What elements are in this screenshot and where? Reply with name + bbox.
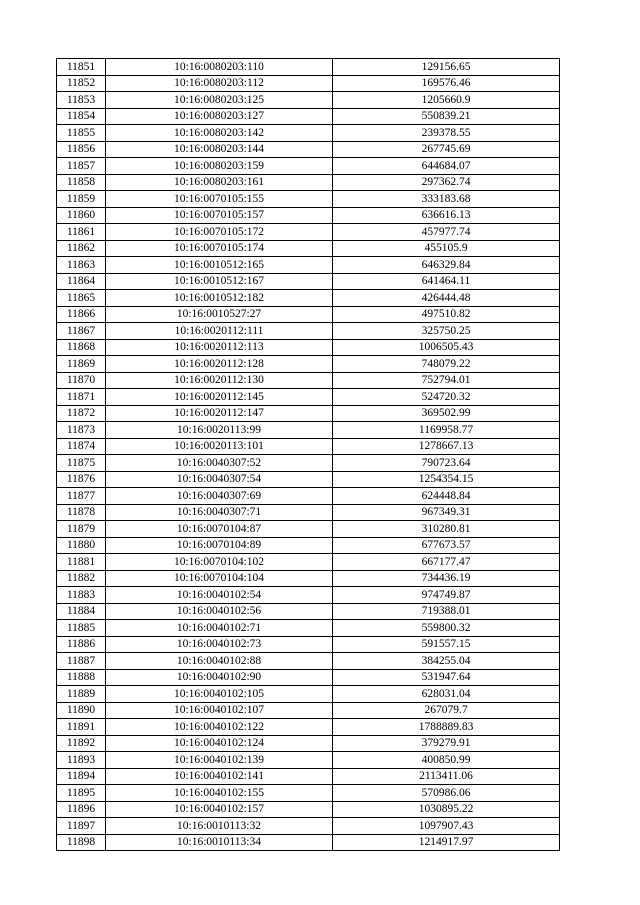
row-number-cell: 11895 (57, 785, 106, 802)
table-row (57, 240, 560, 257)
value-cell: 297362.74 (333, 174, 560, 191)
value-cell: 628031.04 (333, 686, 560, 703)
value-cell: 790723.64 (333, 455, 560, 472)
value-cell: 384255.04 (333, 653, 560, 670)
cadastral-number-cell: 10:16:0040102:56 (106, 603, 333, 620)
row-number-cell: 11879 (57, 521, 106, 538)
value-cell: 1254354.15 (333, 471, 560, 488)
row-number-cell: 11884 (57, 603, 106, 620)
cadastral-number-cell: 10:16:0080203:125 (106, 92, 333, 109)
row-number-cell: 11855 (57, 125, 106, 142)
table-row (57, 174, 560, 191)
table-row (57, 405, 560, 422)
row-number-cell: 11859 (57, 191, 106, 208)
table-row (57, 488, 560, 505)
row-number-cell: 11888 (57, 669, 106, 686)
row-number-cell: 11857 (57, 158, 106, 175)
row-number-cell: 11858 (57, 174, 106, 191)
table-row (57, 290, 560, 307)
table-row (57, 834, 560, 851)
value-cell: 644684.07 (333, 158, 560, 175)
table-row (57, 537, 560, 554)
row-number-cell: 11889 (57, 686, 106, 703)
value-cell: 591557.15 (333, 636, 560, 653)
value-cell: 1278667.13 (333, 438, 560, 455)
row-number-cell: 11871 (57, 389, 106, 406)
cadastral-number-cell: 10:16:0080203:159 (106, 158, 333, 175)
cadastral-number-cell: 10:16:0020112:111 (106, 323, 333, 340)
table-row (57, 620, 560, 637)
row-number-cell: 11893 (57, 752, 106, 769)
cadastral-number-cell: 10:16:0070104:89 (106, 537, 333, 554)
cadastral-number-cell: 10:16:0020112:128 (106, 356, 333, 373)
value-cell: 719388.01 (333, 603, 560, 620)
cadastral-number-cell: 10:16:0080203:112 (106, 75, 333, 92)
table-body (57, 59, 560, 851)
table-row (57, 570, 560, 587)
cadastral-number-cell: 10:16:0040102:88 (106, 653, 333, 670)
cadastral-number-cell: 10:16:0070104:104 (106, 570, 333, 587)
row-number-cell: 11853 (57, 92, 106, 109)
row-number-cell: 11886 (57, 636, 106, 653)
table-row (57, 356, 560, 373)
cadastral-number-cell: 10:16:0020112:147 (106, 405, 333, 422)
value-cell: 267079.7 (333, 702, 560, 719)
cadastral-number-cell: 10:16:0070105:155 (106, 191, 333, 208)
value-cell: 1205660.9 (333, 92, 560, 109)
table-row (57, 108, 560, 125)
value-cell: 169576.46 (333, 75, 560, 92)
table-row (57, 554, 560, 571)
table-row (57, 455, 560, 472)
value-cell: 624448.84 (333, 488, 560, 505)
table-row (57, 587, 560, 604)
value-cell: 267745.69 (333, 141, 560, 158)
row-number-cell: 11877 (57, 488, 106, 505)
cadastral-number-cell: 10:16:0040102:122 (106, 719, 333, 736)
cadastral-number-cell: 10:16:0070105:157 (106, 207, 333, 224)
value-cell: 310280.81 (333, 521, 560, 538)
table-row (57, 75, 560, 92)
value-cell: 752794.01 (333, 372, 560, 389)
table-row (57, 752, 560, 769)
value-cell: 1030895.22 (333, 801, 560, 818)
row-number-cell: 11864 (57, 273, 106, 290)
cadastral-number-cell: 10:16:0040307:54 (106, 471, 333, 488)
row-number-cell: 11876 (57, 471, 106, 488)
value-cell: 1788889.83 (333, 719, 560, 736)
value-cell: 2113411.06 (333, 768, 560, 785)
cadastral-number-cell: 10:16:0040102:90 (106, 669, 333, 686)
table-row (57, 125, 560, 142)
value-cell: 531947.64 (333, 669, 560, 686)
value-cell: 129156.65 (333, 59, 560, 76)
row-number-cell: 11890 (57, 702, 106, 719)
value-cell: 667177.47 (333, 554, 560, 571)
value-cell: 748079.22 (333, 356, 560, 373)
table-row (57, 801, 560, 818)
table-row (57, 438, 560, 455)
cadastral-number-cell: 10:16:0040102:157 (106, 801, 333, 818)
row-number-cell: 11865 (57, 290, 106, 307)
cadastral-number-cell: 10:16:0070105:174 (106, 240, 333, 257)
table-row (57, 141, 560, 158)
row-number-cell: 11875 (57, 455, 106, 472)
cadastral-number-cell: 10:16:0080203:110 (106, 59, 333, 76)
table-row (57, 323, 560, 340)
row-number-cell: 11861 (57, 224, 106, 241)
cadastral-number-cell: 10:16:0080203:142 (106, 125, 333, 142)
value-cell: 325750.25 (333, 323, 560, 340)
value-cell: 426444.48 (333, 290, 560, 307)
value-cell: 369502.99 (333, 405, 560, 422)
row-number-cell: 11880 (57, 537, 106, 554)
cadastral-number-cell: 10:16:0020112:130 (106, 372, 333, 389)
cadastral-number-cell: 10:16:0010512:167 (106, 273, 333, 290)
row-number-cell: 11863 (57, 257, 106, 274)
value-cell: 550839.21 (333, 108, 560, 125)
value-cell: 1169958.77 (333, 422, 560, 439)
cadastral-number-cell: 10:16:0040102:124 (106, 735, 333, 752)
row-number-cell: 11885 (57, 620, 106, 637)
table-row (57, 785, 560, 802)
cadastral-number-cell: 10:16:0040102:139 (106, 752, 333, 769)
value-cell: 457977.74 (333, 224, 560, 241)
cadastral-number-cell: 10:16:0010527:27 (106, 306, 333, 323)
row-number-cell: 11883 (57, 587, 106, 604)
row-number-cell: 11872 (57, 405, 106, 422)
value-cell: 974749.87 (333, 587, 560, 604)
table-row (57, 422, 560, 439)
table-row (57, 686, 560, 703)
table-row (57, 603, 560, 620)
table-row (57, 818, 560, 835)
cadastral-value-table (56, 58, 560, 851)
table-row (57, 504, 560, 521)
cadastral-number-cell: 10:16:0010512:165 (106, 257, 333, 274)
cadastral-number-cell: 10:16:0040307:52 (106, 455, 333, 472)
table-row (57, 521, 560, 538)
value-cell: 455105.9 (333, 240, 560, 257)
cadastral-number-cell: 10:16:0040102:155 (106, 785, 333, 802)
table-row (57, 471, 560, 488)
table-row (57, 372, 560, 389)
table-row (57, 257, 560, 274)
row-number-cell: 11869 (57, 356, 106, 373)
row-number-cell: 11894 (57, 768, 106, 785)
cadastral-number-cell: 10:16:0080203:144 (106, 141, 333, 158)
row-number-cell: 11898 (57, 834, 106, 851)
row-number-cell: 11891 (57, 719, 106, 736)
cadastral-number-cell: 10:16:0080203:127 (106, 108, 333, 125)
cadastral-number-cell: 10:16:0070104:102 (106, 554, 333, 571)
cadastral-number-cell: 10:16:0020112:145 (106, 389, 333, 406)
table-row (57, 92, 560, 109)
value-cell: 646329.84 (333, 257, 560, 274)
table-row (57, 59, 560, 76)
row-number-cell: 11874 (57, 438, 106, 455)
row-number-cell: 11882 (57, 570, 106, 587)
cadastral-number-cell: 10:16:0040102:105 (106, 686, 333, 703)
table-row (57, 273, 560, 290)
table-row (57, 191, 560, 208)
row-number-cell: 11854 (57, 108, 106, 125)
cadastral-number-cell: 10:16:0040102:73 (106, 636, 333, 653)
table-row (57, 636, 560, 653)
value-cell: 641464.11 (333, 273, 560, 290)
table-row (57, 339, 560, 356)
value-cell: 1006505.43 (333, 339, 560, 356)
row-number-cell: 11856 (57, 141, 106, 158)
cadastral-number-cell: 10:16:0040102:141 (106, 768, 333, 785)
table-row (57, 719, 560, 736)
table-row (57, 207, 560, 224)
value-cell: 1097907.43 (333, 818, 560, 835)
row-number-cell: 11867 (57, 323, 106, 340)
row-number-cell: 11896 (57, 801, 106, 818)
cadastral-number-cell: 10:16:0010512:182 (106, 290, 333, 307)
value-cell: 379279.91 (333, 735, 560, 752)
table-row (57, 702, 560, 719)
row-number-cell: 11878 (57, 504, 106, 521)
cadastral-number-cell: 10:16:0070104:87 (106, 521, 333, 538)
table-row (57, 669, 560, 686)
value-cell: 524720.32 (333, 389, 560, 406)
table-row (57, 306, 560, 323)
cadastral-number-cell: 10:16:0020113:101 (106, 438, 333, 455)
cadastral-number-cell: 10:16:0040307:69 (106, 488, 333, 505)
cadastral-number-cell: 10:16:0080203:161 (106, 174, 333, 191)
value-cell: 570986.06 (333, 785, 560, 802)
value-cell: 734436.19 (333, 570, 560, 587)
cadastral-number-cell: 10:16:0040307:71 (106, 504, 333, 521)
row-number-cell: 11866 (57, 306, 106, 323)
table-row (57, 768, 560, 785)
row-number-cell: 11881 (57, 554, 106, 571)
cadastral-number-cell: 10:16:0040102:71 (106, 620, 333, 637)
value-cell: 400850.99 (333, 752, 560, 769)
row-number-cell: 11851 (57, 59, 106, 76)
cadastral-number-cell: 10:16:0010113:32 (106, 818, 333, 835)
value-cell: 1214917.97 (333, 834, 560, 851)
value-cell: 239378.55 (333, 125, 560, 142)
value-cell: 559800.32 (333, 620, 560, 637)
table-row (57, 158, 560, 175)
value-cell: 497510.82 (333, 306, 560, 323)
table-row (57, 224, 560, 241)
cadastral-number-cell: 10:16:0020113:99 (106, 422, 333, 439)
cadastral-number-cell: 10:16:0040102:54 (106, 587, 333, 604)
row-number-cell: 11892 (57, 735, 106, 752)
cadastral-number-cell: 10:16:0070105:172 (106, 224, 333, 241)
table-row (57, 653, 560, 670)
table-row (57, 735, 560, 752)
cadastral-number-cell: 10:16:0010113:34 (106, 834, 333, 851)
row-number-cell: 11860 (57, 207, 106, 224)
row-number-cell: 11887 (57, 653, 106, 670)
table-row (57, 389, 560, 406)
value-cell: 967349.31 (333, 504, 560, 521)
cadastral-number-cell: 10:16:0020112:113 (106, 339, 333, 356)
row-number-cell: 11852 (57, 75, 106, 92)
row-number-cell: 11862 (57, 240, 106, 257)
value-cell: 677673.57 (333, 537, 560, 554)
row-number-cell: 11868 (57, 339, 106, 356)
row-number-cell: 11897 (57, 818, 106, 835)
row-number-cell: 11873 (57, 422, 106, 439)
cadastral-number-cell: 10:16:0040102:107 (106, 702, 333, 719)
value-cell: 333183.68 (333, 191, 560, 208)
row-number-cell: 11870 (57, 372, 106, 389)
value-cell: 636616.13 (333, 207, 560, 224)
